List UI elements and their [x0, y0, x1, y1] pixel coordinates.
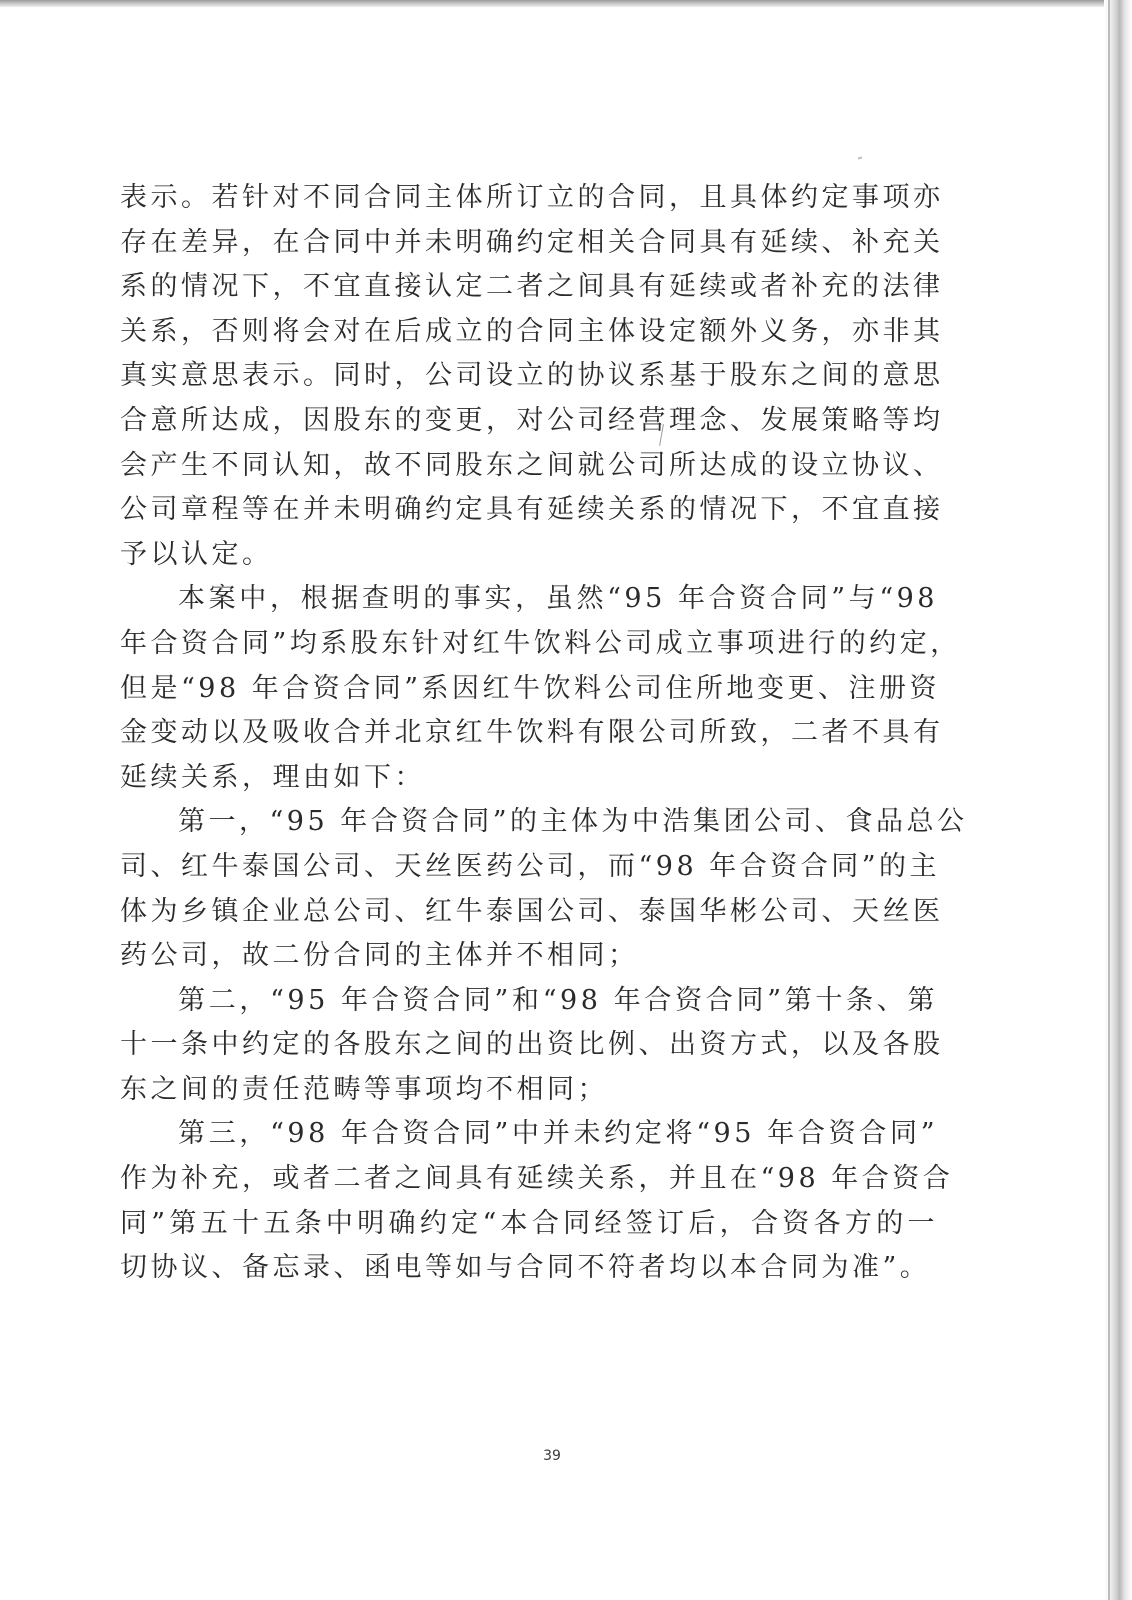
text-line: 予以认定。 — [120, 538, 273, 570]
text-line: 东之间的责任范畴等事项均不相同； — [120, 1073, 608, 1105]
paragraph-3 — [120, 800, 968, 978]
paragraph-4 — [120, 979, 944, 1113]
text-line: 真实意思表示。同时，公司设立的协议系基于股东之间的意思 — [120, 360, 944, 392]
scan-binding-line — [1108, 0, 1110, 1600]
paragraph-2 — [120, 577, 961, 800]
text-line: 司、红牛泰国公司、天丝医药公司，而“98 年合资合同”的主 — [120, 850, 941, 882]
text-line: 系的情况下，不宜直接认定二者之间具有延续或者补充的法律 — [120, 271, 944, 303]
text-line: 关系，否则将会对在后成立的合同主体设定额外义务，亦非其 — [120, 315, 944, 347]
paragraph-1 — [120, 176, 944, 577]
text-line: 存在差异，在合同中并未明确约定相关合同具有延续、补充关 — [120, 226, 944, 258]
text-line: 延续关系，理由如下： — [120, 761, 425, 793]
paragraph-5 — [120, 1112, 954, 1290]
scan-top-edge — [0, 0, 1104, 7]
text-line: 十一条中约定的各股东之间的出资比例、出资方式，以及各股 — [120, 1029, 944, 1061]
text-line: 体为乡镇企业总公司、红牛泰国公司、泰国华彬公司、天丝医 — [120, 895, 944, 927]
text-line: 金变动以及吸收合并北京红牛饮料有限公司所致，二者不具有 — [120, 717, 944, 749]
text-line: 第二，“95 年合资合同”和“98 年合资合同”第十条、第 — [178, 984, 938, 1016]
text-line: 作为补充，或者二者之间具有延续关系，并且在“98 年合资合 — [120, 1163, 954, 1195]
text-line: 药公司，故二份合同的主体并不相同； — [120, 940, 639, 972]
text-line: 公司章程等在并未明确约定具有延续关系的情况下，不宜直接 — [120, 494, 944, 526]
text-line: 会产生不同认知，故不同股东之间就公司所达成的设立协议、 — [120, 449, 944, 481]
scan-speck — [858, 156, 862, 159]
document-page — [120, 176, 968, 1291]
text-line: 但是“98 年合资合同”系因红牛饮料公司住所地变更、注册资 — [120, 672, 941, 704]
page-number: 39 — [543, 1448, 561, 1464]
text-line: 本案中，根据查明的事实，虽然“95 年合资合同”与“98 — [178, 583, 938, 615]
text-line: 第三，“98 年合资合同”中并未约定将“95 年合资合同” — [178, 1118, 938, 1150]
text-line: 同”第五十五条中明确约定“本合同经签订后，合资各方的一 — [120, 1207, 938, 1239]
text-line: 年合资合同”均系股东针对红牛饮料公司成立事项进行的约定， — [120, 627, 961, 659]
text-line: 切协议、备忘录、函电等如与合同不符者均以本合同为准”。 — [120, 1252, 931, 1284]
text-line: 第一，“95 年合资合同”的主体为中浩集团公司、食品总公 — [178, 806, 968, 838]
text-line: 表示。若针对不同合同主体所订立的合同，且具体约定事项亦 — [120, 182, 944, 213]
text-line: 合意所达成，因股东的变更，对公司经营理念、发展策略等均 — [120, 404, 944, 436]
